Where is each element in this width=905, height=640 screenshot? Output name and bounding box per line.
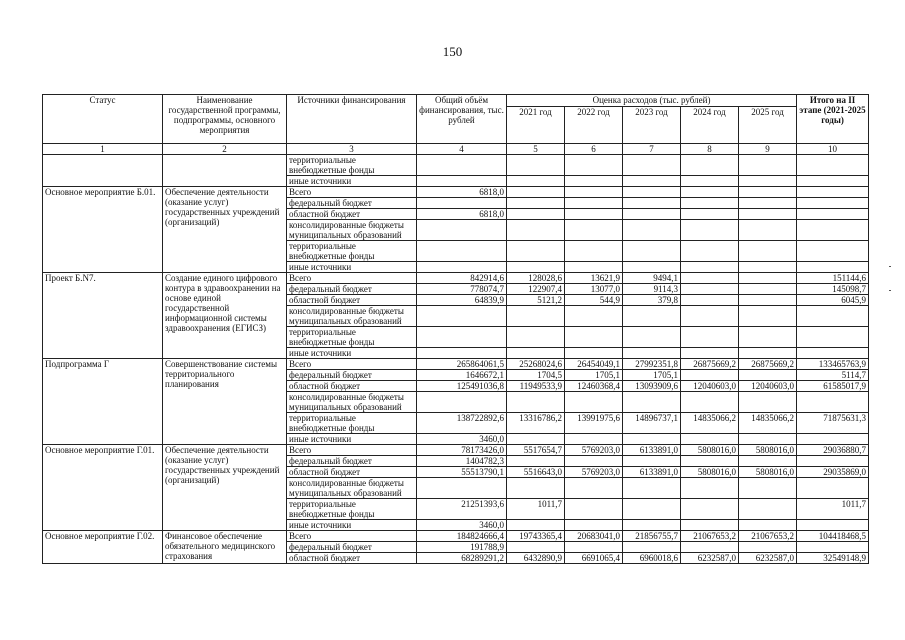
cell-y2025 [739,176,797,187]
cell-y2021 [507,434,565,445]
cell-y2025 [739,284,797,295]
cell-y2022: 5769203,0 [565,445,623,456]
cell-total: 1646672,1 [417,370,507,381]
cell-y2024 [681,434,739,445]
cell-y2025 [739,456,797,467]
funding-source: федеральный бюджет [287,456,417,467]
column-index: 3 [287,144,417,155]
cell-y2023 [623,499,681,520]
cell-total: 184824666,4 [417,531,507,542]
cell-y2024 [681,306,739,327]
cell-y2022 [565,241,623,262]
funding-source: Всего [287,273,417,284]
cell-total: 1404782,3 [417,456,507,467]
cell-y2021 [507,176,565,187]
cell-itogo [797,456,869,467]
cell-y2023 [623,241,681,262]
cell-y2022: 6691065,4 [565,553,623,564]
cell-y2023 [623,155,681,176]
column-index: 7 [623,144,681,155]
cell-y2023 [623,542,681,553]
table-row [43,531,869,542]
cell-y2022 [565,478,623,499]
cell-y2021: 128028,6 [507,273,565,284]
cell-y2022 [565,392,623,413]
table-row [43,273,869,284]
cell-y2023 [623,456,681,467]
cell-itogo: 29036880,7 [797,445,869,456]
funding-source: консолидированные бюджеты муниципальных образований [287,392,417,413]
cell-y2023 [623,306,681,327]
cell-y2022: 20683041,0 [565,531,623,542]
cell-y2023: 27992351,8 [623,359,681,370]
cell-y2024 [681,456,739,467]
cell-y2024 [681,348,739,359]
cell-y2022 [565,542,623,553]
funding-source: территориальные внебюджетные фонды [287,499,417,520]
cell-total [417,327,507,348]
funding-source: консолидированные бюджеты муниципальных образований [287,306,417,327]
cell-y2022 [565,187,623,198]
cell-y2024 [681,262,739,273]
col-status-header: Статус [43,95,163,144]
column-index: 8 [681,144,739,155]
funding-source: областной бюджет [287,553,417,564]
funding-source: территориальные внебюджетные фонды [287,413,417,434]
funding-source: Всего [287,445,417,456]
cell-y2022: 5769203,0 [565,467,623,478]
cell-y2024 [681,220,739,241]
cell-y2024 [681,198,739,209]
cell-y2021 [507,478,565,499]
col-2025-header: 2025 год [739,107,797,144]
cell-total: 21251393,6 [417,499,507,520]
cell-y2021: 5516643,0 [507,467,565,478]
cell-y2021 [507,187,565,198]
cell-y2025: 12040603,0 [739,381,797,392]
funding-source: федеральный бюджет [287,284,417,295]
cell-total [417,198,507,209]
cell-itogo: 145098,7 [797,284,869,295]
cell-y2022: 12460368,4 [565,381,623,392]
cell-itogo: 133465763,9 [797,359,869,370]
cell-y2021 [507,241,565,262]
cell-y2024 [681,295,739,306]
funding-source: территориальные внебюджетные фонды [287,155,417,176]
cell-y2024 [681,542,739,553]
cell-y2025 [739,198,797,209]
cell-y2022 [565,520,623,531]
cell-y2022 [565,499,623,520]
table-body [43,155,869,564]
cell-y2022 [565,306,623,327]
cell-y2021: 1011,7 [507,499,565,520]
cell-itogo [797,520,869,531]
page-number: 150 [442,44,463,59]
cell-total [417,155,507,176]
cell-y2025: 14835066,2 [739,413,797,434]
cell-total [417,478,507,499]
cell-total: 3460,0 [417,520,507,531]
cell-y2023 [623,176,681,187]
cell-itogo [797,176,869,187]
cell-itogo [797,434,869,445]
funding-source: иные источники [287,348,417,359]
cell-itogo [797,209,869,220]
cell-y2024 [681,520,739,531]
table-row [43,359,869,370]
cell-y2023: 9114,3 [623,284,681,295]
cell-y2024 [681,273,739,284]
cell-itogo [797,198,869,209]
cell-y2023: 1705,1 [623,370,681,381]
cell-total: 265864061,5 [417,359,507,370]
cell-y2022 [565,198,623,209]
cell-y2024 [681,327,739,348]
cell-y2023: 14896737,1 [623,413,681,434]
cell-itogo [797,348,869,359]
cell-y2025 [739,306,797,327]
cell-y2025 [739,392,797,413]
cell-y2021: 6432890,9 [507,553,565,564]
cell-y2022: 26454049,1 [565,359,623,370]
cell-y2021 [507,520,565,531]
row-name [163,155,287,187]
cell-y2022: 13991975,6 [565,413,623,434]
cell-y2024: 5808016,0 [681,445,739,456]
row-name: Обеспечение деятельности (оказание услуг) государственных учреждений (организаций) [163,187,287,273]
cell-itogo: 61585017,9 [797,381,869,392]
funding-source: иные источники [287,176,417,187]
cell-y2024: 26875669,2 [681,359,739,370]
cell-total: 64839,9 [417,295,507,306]
cell-total: 3460,0 [417,434,507,445]
cell-total [417,220,507,241]
cell-itogo: 29035869,0 [797,467,869,478]
cell-y2024: 12040603,0 [681,381,739,392]
column-index: 1 [43,144,163,155]
cell-y2021 [507,155,565,176]
cell-total [417,392,507,413]
cell-y2023 [623,220,681,241]
cell-itogo [797,187,869,198]
cell-y2021: 25268024,6 [507,359,565,370]
funding-source: территориальные внебюджетные фонды [287,241,417,262]
table-row [43,445,869,456]
cell-y2024 [681,209,739,220]
cell-y2024 [681,499,739,520]
column-index: 5 [507,144,565,155]
cell-y2022 [565,220,623,241]
cell-itogo: 5114,7 [797,370,869,381]
funding-source: федеральный бюджет [287,370,417,381]
row-status: Основное мероприятие Г.01. [43,445,163,531]
cell-y2021 [507,348,565,359]
cell-y2023 [623,209,681,220]
cell-y2024: 21067653,2 [681,531,739,542]
cell-y2025 [739,220,797,241]
cell-y2025 [739,327,797,348]
funding-source: Всего [287,531,417,542]
cell-y2024 [681,392,739,413]
col-name-header: Наименование государственной программы, подпрограммы, основного мероприятия [163,95,287,144]
cell-y2025 [739,520,797,531]
cell-y2023 [623,520,681,531]
cell-y2023: 9494,1 [623,273,681,284]
cell-itogo [797,241,869,262]
cell-itogo [797,392,869,413]
funding-source: иные источники [287,262,417,273]
column-index: 4 [417,144,507,155]
cell-y2023: 21856755,7 [623,531,681,542]
cell-y2023 [623,187,681,198]
cell-y2022 [565,434,623,445]
cell-y2021: 11949533,9 [507,381,565,392]
cell-itogo: 6045,9 [797,295,869,306]
cell-y2022 [565,348,623,359]
row-status: Основное мероприятие Г.02. [43,531,163,564]
cell-itogo [797,542,869,553]
table-row [43,155,869,176]
cell-y2024 [681,478,739,499]
cell-total [417,241,507,262]
row-name: Создание единого цифрового контура в здравоохранении на основе единой государственной информационной системы здравоохранения (ЕГИСЗ) [163,273,287,359]
funding-source: федеральный бюджет [287,542,417,553]
funding-source: иные источники [287,520,417,531]
cell-y2022: 1705,1 [565,370,623,381]
cell-total [417,348,507,359]
cell-y2023 [623,392,681,413]
cell-total: 191788,9 [417,542,507,553]
cell-total [417,176,507,187]
cell-y2025 [739,499,797,520]
row-status [43,155,163,187]
cell-y2022 [565,155,623,176]
cell-y2025 [739,370,797,381]
col-estimate-header: Оценка расходов (тыс. рублей) [507,95,797,107]
cell-y2021: 13316786,2 [507,413,565,434]
margin-mark [889,266,891,267]
cell-y2025: 6232587,0 [739,553,797,564]
cell-y2025 [739,295,797,306]
col-2021-header: 2021 год [507,107,565,144]
cell-y2023 [623,198,681,209]
cell-y2024 [681,187,739,198]
col-2022-header: 2022 год [565,107,623,144]
cell-y2023 [623,327,681,348]
col-2023-header: 2023 год [623,107,681,144]
cell-total: 842914,6 [417,273,507,284]
column-index: 10 [797,144,869,155]
column-index: 2 [163,144,287,155]
column-index-row [43,144,869,155]
cell-y2021 [507,220,565,241]
funding-source: Всего [287,359,417,370]
cell-y2025 [739,262,797,273]
cell-y2025 [739,478,797,499]
cell-y2021 [507,306,565,327]
cell-y2021: 19743365,4 [507,531,565,542]
cell-y2022: 13077,0 [565,284,623,295]
cell-itogo [797,478,869,499]
margin-mark [889,290,891,291]
cell-y2024 [681,155,739,176]
cell-itogo [797,327,869,348]
funding-source: Всего [287,187,417,198]
cell-itogo [797,306,869,327]
cell-total: 55513790,1 [417,467,507,478]
cell-y2024: 6232587,0 [681,553,739,564]
cell-y2021 [507,392,565,413]
cell-total: 68289291,2 [417,553,507,564]
cell-total: 78173426,0 [417,445,507,456]
cell-y2022: 13621,9 [565,273,623,284]
cell-y2025: 5808016,0 [739,467,797,478]
cell-y2023 [623,262,681,273]
column-index: 6 [565,144,623,155]
cell-y2024 [681,284,739,295]
cell-y2025 [739,348,797,359]
cell-itogo: 32549148,9 [797,553,869,564]
row-status: Проект Б.N7. [43,273,163,359]
cell-total: 125491036,8 [417,381,507,392]
cell-itogo: 71875631,3 [797,413,869,434]
cell-itogo [797,220,869,241]
funding-source: областной бюджет [287,209,417,220]
financing-table [42,94,869,564]
row-name: Совершенствование системы территориального планирования [163,359,287,445]
col-total-header: Общий объём финансирования, тыс. рублей [417,95,507,144]
col-source-header: Источники финансирования [287,95,417,144]
cell-y2024: 5808016,0 [681,467,739,478]
cell-y2025 [739,155,797,176]
cell-y2022 [565,327,623,348]
table-row [43,187,869,198]
cell-y2021: 122907,4 [507,284,565,295]
cell-y2021: 1704,5 [507,370,565,381]
cell-y2023 [623,434,681,445]
cell-y2021 [507,456,565,467]
cell-y2025 [739,241,797,262]
cell-total: 778074,7 [417,284,507,295]
cell-y2025 [739,187,797,198]
cell-y2025: 5808016,0 [739,445,797,456]
cell-y2021 [507,198,565,209]
cell-y2025 [739,434,797,445]
cell-total [417,306,507,327]
cell-total [417,262,507,273]
cell-y2021 [507,262,565,273]
cell-y2021: 5517654,7 [507,445,565,456]
funding-source: иные источники [287,434,417,445]
cell-y2024 [681,370,739,381]
row-name: Обеспечение деятельности (оказание услуг) государственных учреждений (организаций) [163,445,287,531]
cell-y2023 [623,478,681,499]
cell-y2023: 6960018,6 [623,553,681,564]
cell-y2022: 544,9 [565,295,623,306]
cell-y2023: 6133891,0 [623,445,681,456]
cell-total: 6818,0 [417,187,507,198]
row-status: Подпрограмма Г [43,359,163,445]
cell-y2025 [739,542,797,553]
cell-y2023: 6133891,0 [623,467,681,478]
cell-y2021 [507,327,565,348]
cell-itogo: 104418468,5 [797,531,869,542]
cell-y2024 [681,241,739,262]
cell-total: 138722892,6 [417,413,507,434]
cell-y2025 [739,209,797,220]
row-name: Финансовое обеспечение обязательного медицинского страхования [163,531,287,564]
funding-source: областной бюджет [287,295,417,306]
funding-source: консолидированные бюджеты муниципальных образований [287,220,417,241]
funding-source: областной бюджет [287,381,417,392]
cell-y2024: 14835066,2 [681,413,739,434]
cell-y2025: 21067653,2 [739,531,797,542]
cell-y2022 [565,176,623,187]
col-itogo-header: Итого на II этапе (2021-2025 годы) [797,95,869,144]
row-status: Основное мероприятие Б.01. [43,187,163,273]
funding-source: консолидированные бюджеты муниципальных образований [287,478,417,499]
column-index: 9 [739,144,797,155]
cell-y2023: 379,8 [623,295,681,306]
cell-y2024 [681,176,739,187]
cell-total: 6818,0 [417,209,507,220]
cell-y2022 [565,209,623,220]
funding-source: федеральный бюджет [287,198,417,209]
funding-source: территориальные внебюджетные фонды [287,327,417,348]
funding-source: областной бюджет [287,467,417,478]
cell-itogo: 1011,7 [797,499,869,520]
cell-y2025 [739,273,797,284]
cell-y2021 [507,209,565,220]
cell-y2025: 26875669,2 [739,359,797,370]
cell-itogo: 151144,6 [797,273,869,284]
cell-y2023: 13093909,6 [623,381,681,392]
cell-itogo [797,155,869,176]
cell-itogo [797,262,869,273]
cell-y2022 [565,262,623,273]
cell-y2022 [565,456,623,467]
cell-y2023 [623,348,681,359]
col-2024-header: 2024 год [681,107,739,144]
cell-y2021 [507,542,565,553]
cell-y2021: 5121,2 [507,295,565,306]
